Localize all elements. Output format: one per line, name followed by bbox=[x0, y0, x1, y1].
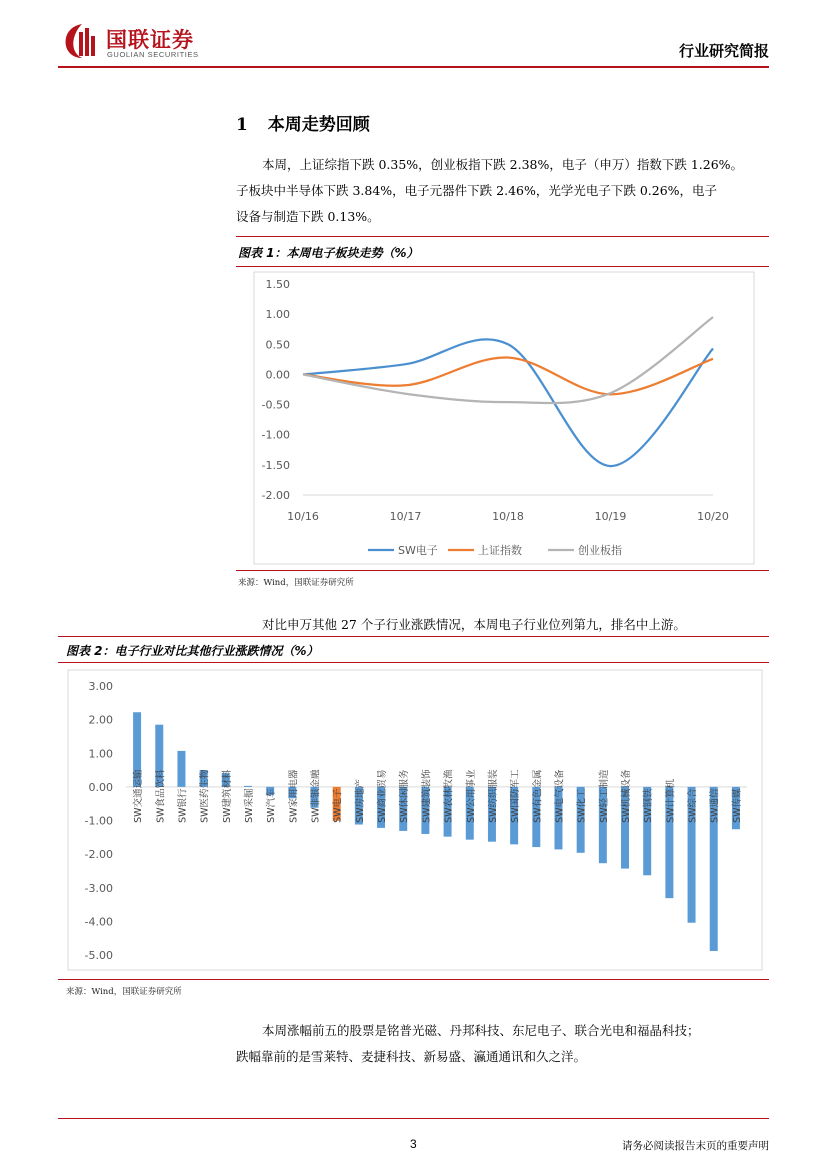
paragraph-line: 本周涨幅前五的股票是铭普光磁、丹邦科技、东尼电子、联合光电和福晶科技； bbox=[262, 1023, 700, 1038]
bar-chart bbox=[58, 664, 769, 978]
header-rule bbox=[58, 66, 769, 68]
category-label: SW建筑装饰 bbox=[421, 769, 433, 823]
y-tick-label: 0.00 bbox=[88, 780, 113, 794]
category-label: SW电子 bbox=[332, 788, 344, 823]
paragraph-line: 设备与制造下跌 0.13%。 bbox=[236, 209, 380, 224]
bar bbox=[177, 751, 185, 787]
category-label: SW房地产 bbox=[354, 778, 366, 823]
figure2-bottom-rule bbox=[58, 979, 769, 980]
y-tick-label: 0.00 bbox=[265, 368, 290, 382]
y-tick-label: -3.00 bbox=[84, 881, 113, 895]
y-tick-label: -4.00 bbox=[84, 915, 113, 929]
figure1-top-rule bbox=[236, 236, 769, 237]
disclaimer-note: 请务必阅读报告末页的重要声明 bbox=[622, 1140, 769, 1152]
logo-subtext: GUOLIAN SECURITIES bbox=[107, 50, 199, 59]
bar bbox=[244, 786, 252, 787]
category-label: SW传媒 bbox=[731, 788, 743, 823]
figure1-caption: 图表 1：本周电子板块走势（%） bbox=[238, 246, 419, 260]
category-label: SW化工 bbox=[576, 788, 588, 823]
category-label: SW商业贸易 bbox=[377, 769, 389, 823]
figure2-top-rule bbox=[58, 636, 769, 637]
document-type: 行业研究简报 bbox=[678, 42, 769, 60]
y-tick-label: -5.00 bbox=[84, 949, 113, 962]
y-tick-label: -0.50 bbox=[261, 398, 290, 412]
category-label: SW食品饮料 bbox=[155, 769, 167, 823]
series-line-1 bbox=[303, 357, 713, 394]
x-tick-label: 10/17 bbox=[389, 510, 422, 523]
category-label: SW建筑材料 bbox=[221, 769, 233, 823]
section-heading: 本周走势回顾 bbox=[267, 115, 370, 135]
y-tick-label: 1.00 bbox=[88, 747, 113, 761]
category-label: SW综合 bbox=[687, 788, 699, 823]
y-tick-label: -2.00 bbox=[84, 848, 113, 862]
paragraph-line: 本周，上证综指下跌 0.35%，创业板指下跌 2.38%，电子（申万）指数下跌 1.26%。 bbox=[262, 157, 744, 172]
x-tick-label: 10/18 bbox=[492, 510, 524, 523]
y-tick-label: 2.00 bbox=[88, 713, 113, 727]
legend-label: 上证指数 bbox=[478, 544, 522, 557]
line-chart bbox=[236, 268, 769, 570]
series-line-2 bbox=[303, 317, 713, 403]
paragraph-weekly-summary bbox=[236, 152, 768, 230]
legend-label: SW电子 bbox=[398, 544, 438, 557]
y-tick-label: -1.50 bbox=[261, 458, 290, 472]
section-number: 1 bbox=[236, 115, 248, 135]
y-tick-label: 1.00 bbox=[265, 308, 290, 322]
x-tick-label: 10/19 bbox=[594, 510, 627, 523]
paragraph-ranking: 对比申万其他 27 个子行业涨跌情况，本周电子行业位列第九，排名中上游。 bbox=[262, 617, 686, 632]
category-label: SW机械设备 bbox=[621, 769, 633, 823]
paragraph-top-stocks bbox=[236, 1018, 769, 1070]
header bbox=[0, 0, 827, 70]
figure1-source: 来源：Wind，国联证券研究所 bbox=[238, 578, 354, 588]
y-tick-label: 1.50 bbox=[265, 278, 290, 291]
y-tick-label: -1.00 bbox=[84, 814, 113, 828]
category-label: SW家用电器 bbox=[288, 769, 300, 823]
footer-rule bbox=[58, 1118, 769, 1119]
category-label: SW公用事业 bbox=[465, 769, 477, 823]
paragraph-line: 子板块中半导体下跌 3.84%，电子元器件下跌 2.46%，光学光电子下跌 0.26%，电子 bbox=[236, 183, 718, 198]
y-tick-label: -1.00 bbox=[261, 428, 290, 442]
logo-text: 国联证券 bbox=[106, 28, 194, 52]
y-tick-label: -2.00 bbox=[261, 489, 290, 502]
category-label: SW交通运输 bbox=[133, 769, 145, 823]
y-tick-label: 0.50 bbox=[265, 338, 290, 352]
x-tick-label: 10/16 bbox=[287, 510, 319, 523]
guolian-logo-icon bbox=[62, 22, 102, 60]
category-label: SW农林牧渔 bbox=[443, 769, 455, 823]
category-label: SW国防军工 bbox=[510, 769, 522, 823]
category-label: SW汽车 bbox=[266, 788, 278, 823]
category-label: SW有色金属 bbox=[532, 769, 544, 823]
category-label: SW医药生物 bbox=[199, 769, 211, 823]
category-label: SW非银金融 bbox=[310, 769, 322, 823]
section-title bbox=[236, 110, 370, 135]
paragraph-line: 跌幅靠前的是雪莱特、麦捷科技、新易盛、瀛通通讯和久之洋。 bbox=[236, 1049, 587, 1064]
category-label: SW采掘 bbox=[243, 788, 255, 823]
figure1-caption-rule bbox=[236, 266, 769, 267]
chart-area-border bbox=[68, 670, 762, 970]
category-label: SW通信 bbox=[709, 788, 721, 823]
figure2-source: 来源：Wind，国联证券研究所 bbox=[66, 987, 182, 997]
figure2-caption-rule bbox=[58, 662, 769, 663]
category-label: SW电气设备 bbox=[554, 769, 566, 823]
category-label: SW银行 bbox=[177, 788, 189, 823]
y-tick-label: 3.00 bbox=[88, 680, 113, 693]
x-tick-label: 10/20 bbox=[697, 510, 729, 523]
figure1-bottom-rule bbox=[236, 570, 769, 571]
category-label: SW轻工制造 bbox=[598, 769, 610, 823]
category-label: SW钢铁 bbox=[643, 788, 655, 823]
category-label: SW计算机 bbox=[665, 778, 677, 823]
category-label: SW休闲服务 bbox=[399, 769, 411, 823]
figure2-caption: 图表 2：电子行业对比其他行业涨跌情况（%） bbox=[66, 644, 319, 658]
category-label: SW纺织服装 bbox=[487, 769, 499, 823]
legend-label: 创业板指 bbox=[578, 544, 622, 557]
page-number: 3 bbox=[410, 1137, 417, 1151]
